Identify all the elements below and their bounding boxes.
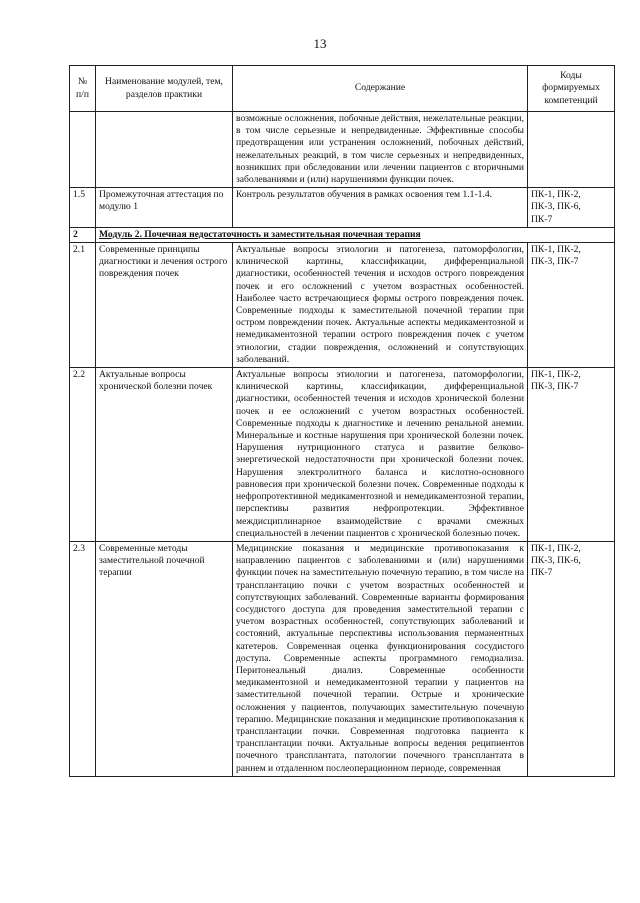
cell-name: Актуальные вопросы хронической болезни почек xyxy=(96,368,233,542)
cell-content: Контроль результатов обучения в рамках освоения тем 1.1-1.4. xyxy=(233,188,528,228)
table-row-2-2 xyxy=(70,368,615,542)
table-row-continuation xyxy=(70,112,615,188)
cell-name: Современные принципы диагностики и лечения острого повреждения почек xyxy=(96,243,233,368)
cell-num: 2.2 xyxy=(70,368,96,542)
cell-content: Медицинские показания и медицинские противопоказания к направлению пациентов с заболеваниями и (или) нарушениями функции почек на заместительную почечную терапию, в том числе на трансплантацию почки с учетом возрастных особенностей и сопутствующих заболеваний. Современные варианты формирования сосудистого доступа для проведения заместительной терапии с учетом возрастных особенностей, сопутствующих заболеваний и состояний, актуальные перспективы использования перманентных катетеров. Современная оценка функционирования сосудистого доступа. Современные аспекты программного гемодиализа. Перитонеальный диализ. Современные особенности медикаментозной и немедикаментозной терапии у пациентов на заместительной почечной терапии. Острые и хронические осложнения у пациентов, получающих заместительную почечную терапию. Медицинские показания и медицинские противопоказания к трансплантации почки. Современная подготовка пациента к трансплантации почки. Актуальные вопросы ведения реципиентов почечного трансплантата, патологии почечного трансплантата в раннем и отдаленном послеоперационном периоде, современная xyxy=(233,541,528,776)
header-content: Содержание xyxy=(233,66,528,112)
cell-num: 1.5 xyxy=(70,188,96,228)
cell-num xyxy=(70,112,96,188)
module-title: Модуль 2. Почечная недостаточность и заместительная почечная терапия xyxy=(96,227,615,242)
cell-content: Актуальные вопросы этиологии и патогенеза, патоморфологии, клинической картины, классификации, дифференциальной диагностики, особенностей течения и исходов острого повреждения почек и его осложнений с учетом возрастных особенностей. Наиболее часто встречающиеся формы острого повреждения почек. Современные подходы к заместительной почечной терапии при остром повреждении почек. Актуальные аспекты медикаментозной и немедикаментозной терапии острого повреждения почек с учетом этиологии, стадии повреждения, осложнений и сопутствующих заболеваний. xyxy=(233,243,528,368)
cell-codes: ПК-1, ПК-2, ПК-3, ПК-7 xyxy=(528,243,615,368)
cell-name xyxy=(96,112,233,188)
cell-content: возможные осложнения, побочные действия, нежелательные реакции, в том числе серьезные и непредвиденные. Эффективные способы предотвращения или устранения осложнений, побочных действий, нежелательных реакций, в том числе серьезных и непредвиденных, возникших при обследовании или лечении пациентов с вторичными заболеваниями и (или) нарушениями функции почек. xyxy=(233,112,528,188)
cell-codes: ПК-1, ПК-2, ПК-3, ПК-6, ПК-7 xyxy=(528,541,615,776)
header-codes: Коды формируемых компетенций xyxy=(528,66,615,112)
module-2-row xyxy=(70,227,615,242)
table-row-2-3 xyxy=(70,541,615,776)
cell-num: 2.1 xyxy=(70,243,96,368)
practice-modules-table xyxy=(69,65,615,777)
cell-content: Актуальные вопросы этиологии и патогенеза, патоморфологии, клинической картины, классификации, дифференциальной диагностики, особенностей течения и исходов хронической болезни почек и ее осложнений с учетом возрастных особенностей. Современные подходы к диагностике и лечению ренальной анемии. Минеральные и костные нарушения при хронической болезни почек. Нарушения нутриционного статуса и развитие белково-энергетической недостаточности при хронической болезни почек. Нарушения электролитного баланса и кислотно-основного равновесия при хронической болезни почек. Современные подходы к нефропротективной медикаментозной и немедикаментозной терапии, перспективы развития нефропротекции. Эффективное междисциплинарное взаимодействие с врачами смежных специальностей в лечении пациентов с хронической болезнью почек. xyxy=(233,368,528,542)
cell-name: Современные методы заместительной почечной терапии xyxy=(96,541,233,776)
table-header-row xyxy=(70,66,615,112)
header-num: № п/п xyxy=(70,66,96,112)
cell-num: 2.3 xyxy=(70,541,96,776)
table-row-2-1 xyxy=(70,243,615,368)
header-name: Наименование модулей, тем, разделов практики xyxy=(96,66,233,112)
cell-codes: ПК-1, ПК-2, ПК-3, ПК-6, ПК-7 xyxy=(528,188,615,228)
cell-codes: ПК-1, ПК-2, ПК-3, ПК-7 xyxy=(528,368,615,542)
cell-name: Промежуточная аттестация по модулю 1 xyxy=(96,188,233,228)
page-number: 13 xyxy=(313,36,327,51)
cell-codes xyxy=(528,112,615,188)
table-row-1-5 xyxy=(70,188,615,228)
module-num: 2 xyxy=(70,227,96,242)
